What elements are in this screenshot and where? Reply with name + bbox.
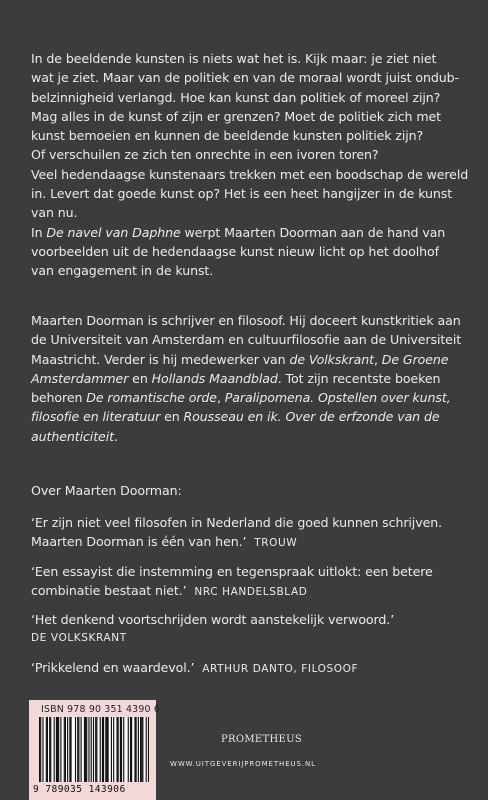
blurb-text: In (31, 224, 47, 240)
barcode-bar (56, 717, 57, 782)
barcode-bar (105, 717, 106, 782)
publisher-logo: PROMETHEUS (221, 734, 302, 745)
blurb-line: in. Levert dat goede kunst op? Het is een heet hangijzer in de kunst (31, 186, 453, 202)
barcode-bar (50, 717, 51, 782)
barcode-bar (106, 717, 107, 782)
barcode-bar (134, 717, 135, 782)
quote-source: TROUW (254, 537, 298, 550)
barcode-bar (70, 717, 71, 782)
barcode-bar (121, 717, 122, 782)
barcode-bar (54, 717, 55, 782)
barcode-bar (91, 717, 92, 782)
quote-text: Maarten Doorman is één van hen.’ (31, 534, 247, 550)
quote-line (31, 581, 471, 602)
barcode-bar (69, 717, 70, 782)
blurb-line: kunst bemoeien en kunnen de beeldende kunsten politiek zijn? (31, 128, 424, 144)
blurb-paragraph (31, 49, 471, 281)
quote-line: ‘Het denkend voortschrijden wordt aanstekelijk verwoord.’ (31, 612, 395, 627)
barcode-bar (107, 717, 108, 782)
review-quote (31, 658, 471, 679)
book-title: De romantische orde (86, 390, 217, 406)
barcode-bar (113, 717, 114, 782)
barcode-bar (111, 717, 112, 782)
book-title: authenticiteit (31, 428, 114, 444)
publication-title: Amsterdammer (31, 370, 129, 386)
quote-line (31, 532, 471, 553)
bio-line (31, 388, 471, 407)
barcode-bar (103, 717, 104, 782)
barcode-bar (49, 717, 50, 782)
bio-text: en (128, 370, 152, 386)
barcode-bar (136, 717, 137, 782)
barcode-bar (84, 717, 85, 782)
quote-source: ARTHUR DANTO, FILOSOOF (202, 663, 359, 675)
barcode-bar (138, 717, 139, 782)
barcode-bar (148, 717, 149, 782)
barcode-bar (42, 717, 43, 782)
barcode-bar (95, 717, 96, 782)
bio-text: en (160, 409, 184, 425)
barcode-bar (60, 717, 61, 782)
barcode-image (39, 717, 149, 782)
bio-text: , (216, 390, 225, 406)
book-title: filosofie en literatuur (31, 409, 161, 425)
barcode-bar (146, 717, 147, 782)
bio-text: Maastricht. Verder is hij medewerker van (31, 351, 290, 367)
publication-title: de Volkskrant (289, 351, 374, 367)
bio-line (31, 350, 471, 369)
barcode-panel (29, 700, 161, 800)
barcode-bar (116, 717, 117, 782)
quote-source: DE VOLKSKRANT (31, 632, 127, 645)
blurb-line: wat je ziet. Maar van de politiek en van de moraal wordt juist ondub- (31, 70, 459, 86)
review-quote (31, 562, 471, 603)
barcode-bar (77, 717, 78, 782)
quote-text: ‘Prikkelend en waardevol.’ (31, 660, 195, 675)
blurb-text: werpt Maarten Doorman aan de hand van (180, 224, 446, 240)
review-quote (31, 610, 471, 649)
reviews-heading (31, 481, 471, 500)
quote-line: ‘Een essayist die instemming en tegenspraak uitlokt: een betere (31, 564, 433, 579)
barcode-bar (78, 717, 79, 782)
barcode-bar (46, 717, 47, 782)
barcode-bar (75, 717, 76, 782)
barcode-bar (102, 717, 103, 782)
quote-line: ‘Er zijn niet veel filosofen in Nederland die goed kunnen schrijven. (31, 515, 442, 530)
quote-source: NRC HANDELSBLAD (194, 586, 308, 599)
barcode-bar (65, 717, 66, 782)
barcode-bar (86, 717, 87, 782)
barcode-bar (128, 717, 129, 782)
blurb-line: belzinnigheid verlangd. Hoe kan kunst dan politiek of moreel zijn? (31, 89, 441, 105)
publication-title: Hollands Maandblad (151, 370, 278, 386)
bio-line (31, 407, 471, 426)
barcode-bar (93, 717, 94, 782)
blurb-line: Mag alles in de kunst of zijn er grenzen? Moet de politiek zich met (31, 108, 441, 124)
barcode-bar (40, 717, 41, 782)
blurb-line: In de beeldende kunsten is niets wat het is. Kijk maar: je ziet niet (31, 51, 437, 66)
reviews-heading-text: Over Maarten Doorman: (31, 483, 182, 498)
blurb-line: voorbeelden uit de hedendaagse kunst nieuw licht op het doolhof (31, 243, 439, 259)
publication-title: De Groene (381, 351, 449, 367)
barcode-bar (130, 717, 131, 782)
book-title: Rousseau en ik. Over de erfzonde van de (183, 409, 440, 425)
barcode-bar (88, 717, 89, 782)
blurb-line (31, 223, 471, 242)
barcode-bar (67, 717, 68, 782)
barcode-bar (140, 717, 141, 782)
barcode-bar (141, 717, 142, 782)
blurb-line: Of verschuilen ze zich ten onrechte in een ivoren toren? (31, 147, 379, 163)
barcode-bar (118, 717, 119, 782)
barcode-bar (57, 717, 58, 782)
barcode-bar (142, 717, 143, 782)
review-quote (31, 513, 471, 554)
barcode-bar (81, 717, 82, 782)
blurb-line: van nu. (31, 205, 78, 221)
publisher-url[interactable]: WWW.UITGEVERIJPROMETHEUS.NL (170, 760, 316, 768)
blurb-line: Veel hedendaagse kunstenaars trekken met een boodschap de wereld (31, 166, 469, 182)
bio-line (31, 427, 471, 446)
book-title: De navel van Daphne (46, 224, 181, 240)
quote-text: combinatie bestaat niet.’ (31, 583, 187, 599)
barcode-bar (123, 717, 124, 782)
barcode-bar (85, 717, 86, 782)
bio-line: de Universiteit van Amsterdam en cultuurfilosofie aan de Universiteit (31, 332, 462, 348)
barcode-bar (96, 717, 97, 782)
quote-line (31, 658, 471, 679)
barcode-digits: 9 789035 143906 (33, 784, 126, 795)
blurb-line: van engagement in de kunst. (31, 263, 214, 279)
barcode-bar (58, 717, 59, 782)
barcode-bar (100, 717, 101, 782)
barcode-bar (47, 717, 48, 782)
barcode-bar (64, 717, 65, 782)
author-bio (31, 311, 471, 446)
book-title: Paralipomena. Opstellen over kunst, (224, 390, 451, 406)
isbn-label: ISBN 978 90 351 4390 6 (41, 704, 161, 715)
bio-text: . (113, 428, 118, 444)
barcode-bar (39, 717, 40, 782)
bio-text: . Tot zijn recentste boeken (277, 370, 441, 386)
barcode-bar (120, 717, 121, 782)
bio-text: , (373, 351, 382, 367)
bio-line (31, 369, 471, 388)
barcode-bar (131, 717, 132, 782)
bio-line: Maarten Doorman is schrijver en filosoof. Hij doceert kunstkritiek aan (31, 313, 461, 328)
bio-text: behoren (31, 390, 87, 406)
